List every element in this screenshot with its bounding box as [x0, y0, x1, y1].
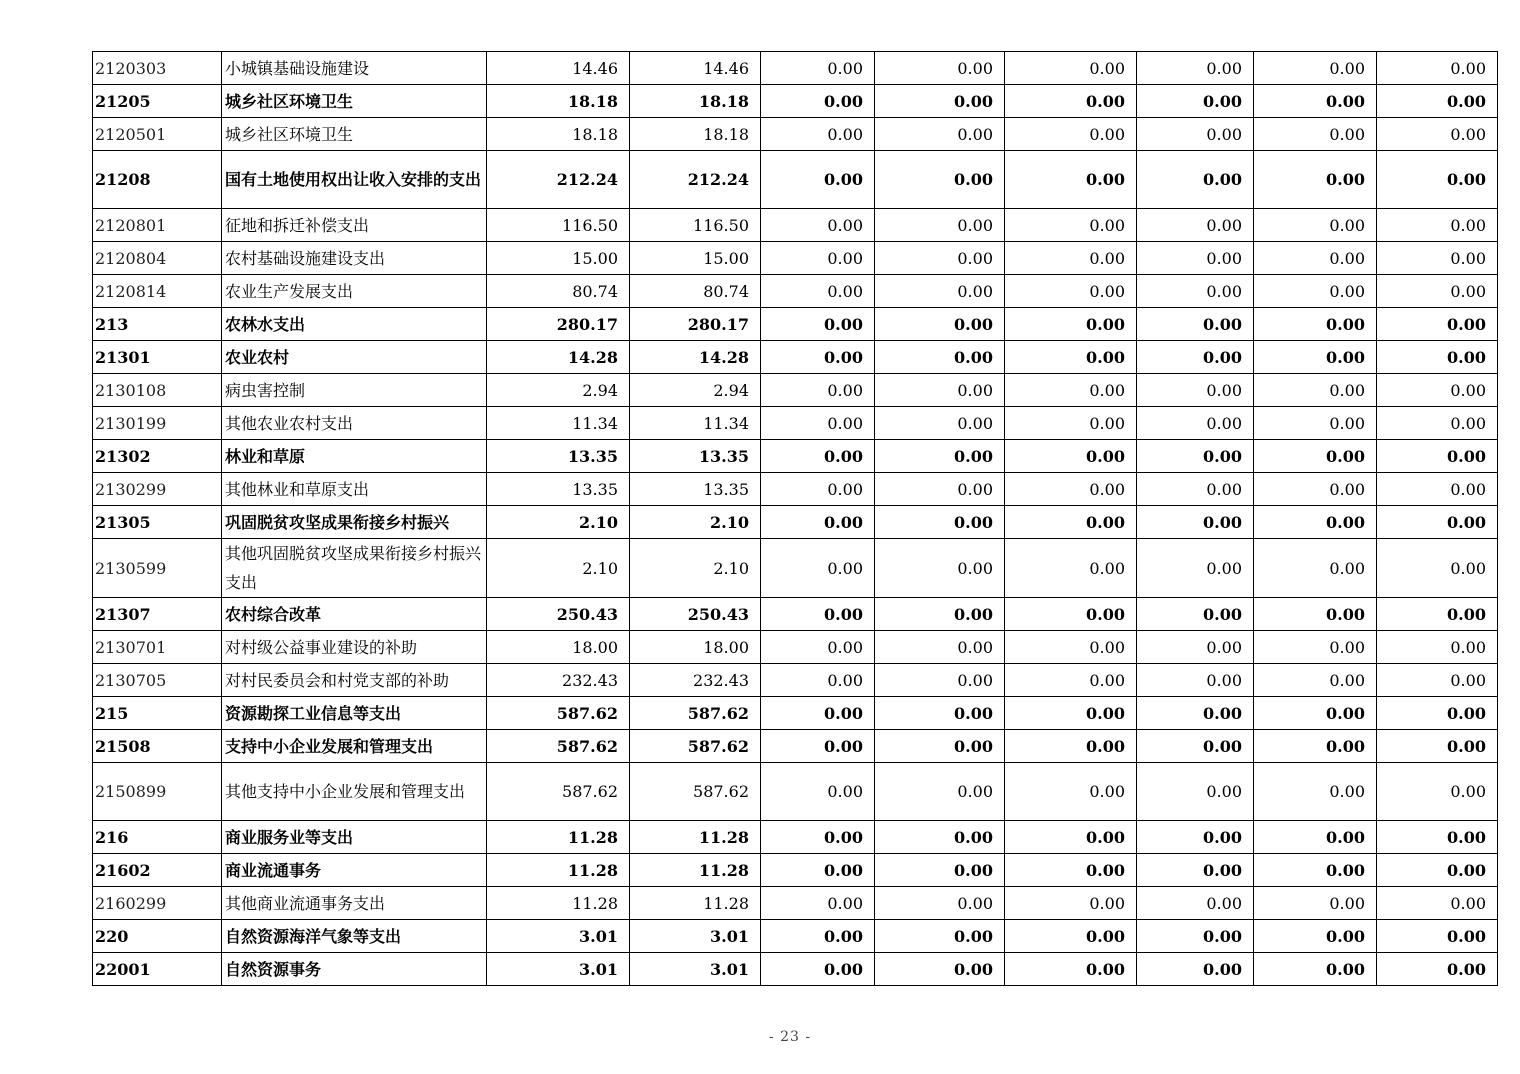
- amount-cell: 250.43: [487, 598, 630, 631]
- amount-cell: 0.00: [1377, 664, 1498, 697]
- amount-cell: 0.00: [1377, 821, 1498, 854]
- amount-cell: 0.00: [1254, 209, 1377, 242]
- amount-cell: 80.74: [630, 275, 761, 308]
- subject-name-cell: 其他林业和草原支出: [222, 473, 487, 506]
- amount-cell: 0.00: [1254, 242, 1377, 275]
- amount-cell: 0.00: [1254, 308, 1377, 341]
- amount-cell: 3.01: [630, 920, 761, 953]
- subject-code-cell: 21307: [93, 598, 222, 631]
- amount-cell: 0.00: [1377, 730, 1498, 763]
- amount-cell: 0.00: [761, 763, 875, 821]
- amount-cell: 0.00: [875, 209, 1005, 242]
- subject-code-cell: 21508: [93, 730, 222, 763]
- amount-cell: 2.10: [630, 506, 761, 539]
- amount-cell: 0.00: [1254, 953, 1377, 986]
- amount-cell: 2.10: [630, 539, 761, 598]
- amount-cell: 13.35: [630, 440, 761, 473]
- amount-cell: 0.00: [1005, 407, 1137, 440]
- amount-cell: 0.00: [1377, 52, 1498, 85]
- table-row: [93, 52, 1498, 85]
- subject-code-cell: 22001: [93, 953, 222, 986]
- subject-code-cell: 2120801: [93, 209, 222, 242]
- amount-cell: 0.00: [1137, 374, 1254, 407]
- amount-cell: 0.00: [1137, 854, 1254, 887]
- amount-cell: 0.00: [1377, 506, 1498, 539]
- amount-cell: 0.00: [1254, 473, 1377, 506]
- amount-cell: 0.00: [1254, 664, 1377, 697]
- amount-cell: 0.00: [1254, 440, 1377, 473]
- subject-name-cell: 自然资源海洋气象等支出: [222, 920, 487, 953]
- amount-cell: 0.00: [761, 341, 875, 374]
- subject-name-cell: 城乡社区环境卫生: [222, 85, 487, 118]
- amount-cell: 0.00: [1377, 374, 1498, 407]
- subject-code-cell: 21602: [93, 854, 222, 887]
- amount-cell: 0.00: [1377, 920, 1498, 953]
- amount-cell: 0.00: [1254, 730, 1377, 763]
- amount-cell: 0.00: [1377, 209, 1498, 242]
- amount-cell: 0.00: [761, 631, 875, 664]
- amount-cell: 3.01: [487, 920, 630, 953]
- amount-cell: 0.00: [875, 308, 1005, 341]
- amount-cell: 587.62: [487, 697, 630, 730]
- amount-cell: 0.00: [1254, 887, 1377, 920]
- amount-cell: 0.00: [1005, 151, 1137, 209]
- subject-code-cell: 21302: [93, 440, 222, 473]
- amount-cell: 0.00: [1377, 275, 1498, 308]
- table-row: [93, 209, 1498, 242]
- amount-cell: 0.00: [1005, 697, 1137, 730]
- amount-cell: 0.00: [761, 308, 875, 341]
- amount-cell: 0.00: [1377, 539, 1498, 598]
- amount-cell: 0.00: [875, 275, 1005, 308]
- table-row: [93, 506, 1498, 539]
- amount-cell: 0.00: [1254, 151, 1377, 209]
- subject-code-cell: 21208: [93, 151, 222, 209]
- amount-cell: 0.00: [1137, 275, 1254, 308]
- amount-cell: 0.00: [1377, 763, 1498, 821]
- table-row: [93, 151, 1498, 209]
- amount-cell: 0.00: [1005, 118, 1137, 151]
- amount-cell: 0.00: [1137, 539, 1254, 598]
- amount-cell: 0.00: [1005, 953, 1137, 986]
- amount-cell: 0.00: [1137, 697, 1254, 730]
- amount-cell: 0.00: [1137, 887, 1254, 920]
- table-row: [93, 118, 1498, 151]
- amount-cell: 280.17: [630, 308, 761, 341]
- amount-cell: 0.00: [1254, 506, 1377, 539]
- amount-cell: 0.00: [1005, 821, 1137, 854]
- amount-cell: 587.62: [487, 763, 630, 821]
- amount-cell: 0.00: [1377, 151, 1498, 209]
- amount-cell: 0.00: [1254, 854, 1377, 887]
- amount-cell: 0.00: [1377, 440, 1498, 473]
- amount-cell: 0.00: [761, 473, 875, 506]
- amount-cell: 212.24: [630, 151, 761, 209]
- subject-code-cell: 21305: [93, 506, 222, 539]
- subject-name-cell: 对村民委员会和村党支部的补助: [222, 664, 487, 697]
- amount-cell: 0.00: [1005, 85, 1137, 118]
- amount-cell: 14.46: [487, 52, 630, 85]
- amount-cell: 0.00: [761, 920, 875, 953]
- amount-cell: 0.00: [1137, 664, 1254, 697]
- subject-name-cell: 小城镇基础设施建设: [222, 52, 487, 85]
- subject-code-cell: 2130299: [93, 473, 222, 506]
- amount-cell: 232.43: [487, 664, 630, 697]
- amount-cell: 0.00: [1254, 631, 1377, 664]
- subject-code-cell: 2150899: [93, 763, 222, 821]
- amount-cell: 11.28: [630, 821, 761, 854]
- amount-cell: 15.00: [487, 242, 630, 275]
- subject-code-cell: 2130199: [93, 407, 222, 440]
- amount-cell: 14.28: [487, 341, 630, 374]
- amount-cell: 0.00: [1005, 664, 1137, 697]
- amount-cell: 0.00: [761, 854, 875, 887]
- table-row: [93, 730, 1498, 763]
- amount-cell: 0.00: [761, 539, 875, 598]
- amount-cell: 0.00: [1377, 697, 1498, 730]
- amount-cell: 0.00: [1137, 953, 1254, 986]
- amount-cell: 11.28: [487, 854, 630, 887]
- table-row: [93, 374, 1498, 407]
- amount-cell: 0.00: [1137, 209, 1254, 242]
- amount-cell: 18.00: [487, 631, 630, 664]
- amount-cell: 0.00: [1137, 473, 1254, 506]
- amount-cell: 0.00: [1377, 242, 1498, 275]
- amount-cell: 0.00: [875, 52, 1005, 85]
- amount-cell: 18.00: [630, 631, 761, 664]
- subject-name-cell: 农业生产发展支出: [222, 275, 487, 308]
- amount-cell: 0.00: [761, 242, 875, 275]
- subject-code-cell: 2130108: [93, 374, 222, 407]
- amount-cell: 0.00: [875, 631, 1005, 664]
- amount-cell: 0.00: [1005, 887, 1137, 920]
- amount-cell: 0.00: [1137, 341, 1254, 374]
- subject-code-cell: 2130701: [93, 631, 222, 664]
- amount-cell: 0.00: [1137, 631, 1254, 664]
- amount-cell: 2.10: [487, 539, 630, 598]
- amount-cell: 0.00: [875, 341, 1005, 374]
- amount-cell: 11.28: [630, 887, 761, 920]
- amount-cell: 0.00: [875, 821, 1005, 854]
- subject-name-cell: 其他巩固脱贫攻坚成果衔接乡村振兴支出: [222, 539, 487, 598]
- amount-cell: 0.00: [1254, 341, 1377, 374]
- amount-cell: 80.74: [487, 275, 630, 308]
- amount-cell: 0.00: [1137, 118, 1254, 151]
- amount-cell: 0.00: [1005, 473, 1137, 506]
- amount-cell: 0.00: [761, 730, 875, 763]
- amount-cell: 3.01: [630, 953, 761, 986]
- amount-cell: 18.18: [487, 85, 630, 118]
- amount-cell: 0.00: [875, 539, 1005, 598]
- amount-cell: 0.00: [1254, 697, 1377, 730]
- amount-cell: 13.35: [630, 473, 761, 506]
- amount-cell: 0.00: [1137, 598, 1254, 631]
- amount-cell: 0.00: [875, 506, 1005, 539]
- subject-name-cell: 征地和拆迁补偿支出: [222, 209, 487, 242]
- table-row: [93, 854, 1498, 887]
- amount-cell: 0.00: [875, 887, 1005, 920]
- amount-cell: 0.00: [1137, 506, 1254, 539]
- amount-cell: 0.00: [761, 887, 875, 920]
- amount-cell: 13.35: [487, 473, 630, 506]
- amount-cell: 0.00: [875, 151, 1005, 209]
- amount-cell: 0.00: [761, 52, 875, 85]
- amount-cell: 0.00: [761, 953, 875, 986]
- amount-cell: 11.28: [487, 887, 630, 920]
- amount-cell: 0.00: [1377, 887, 1498, 920]
- amount-cell: 2.94: [487, 374, 630, 407]
- amount-cell: 0.00: [1005, 631, 1137, 664]
- table-row: [93, 341, 1498, 374]
- amount-cell: 0.00: [1377, 85, 1498, 118]
- amount-cell: 250.43: [630, 598, 761, 631]
- amount-cell: 116.50: [630, 209, 761, 242]
- amount-cell: 0.00: [1137, 920, 1254, 953]
- amount-cell: 0.00: [1254, 275, 1377, 308]
- amount-cell: 0.00: [1377, 407, 1498, 440]
- subject-name-cell: 资源勘探工业信息等支出: [222, 697, 487, 730]
- subject-code-cell: 2160299: [93, 887, 222, 920]
- table-row: [93, 953, 1498, 986]
- amount-cell: 0.00: [761, 85, 875, 118]
- amount-cell: 0.00: [761, 118, 875, 151]
- amount-cell: 0.00: [761, 151, 875, 209]
- amount-cell: 0.00: [1005, 275, 1137, 308]
- amount-cell: 0.00: [1005, 730, 1137, 763]
- amount-cell: 0.00: [875, 242, 1005, 275]
- amount-cell: 0.00: [1254, 118, 1377, 151]
- subject-code-cell: 21301: [93, 341, 222, 374]
- amount-cell: 0.00: [875, 118, 1005, 151]
- amount-cell: 2.10: [487, 506, 630, 539]
- subject-code-cell: 220: [93, 920, 222, 953]
- subject-name-cell: 其他支持中小企业发展和管理支出: [222, 763, 487, 821]
- amount-cell: 0.00: [875, 854, 1005, 887]
- amount-cell: 0.00: [1377, 308, 1498, 341]
- subject-name-cell: 商业流通事务: [222, 854, 487, 887]
- amount-cell: 0.00: [1377, 631, 1498, 664]
- amount-cell: 0.00: [761, 374, 875, 407]
- amount-cell: 0.00: [761, 697, 875, 730]
- amount-cell: 0.00: [875, 440, 1005, 473]
- subject-name-cell: 农村综合改革: [222, 598, 487, 631]
- amount-cell: 0.00: [761, 209, 875, 242]
- table-row: [93, 407, 1498, 440]
- amount-cell: 0.00: [875, 920, 1005, 953]
- amount-cell: 0.00: [875, 374, 1005, 407]
- subject-name-cell: 农业农村: [222, 341, 487, 374]
- amount-cell: 0.00: [875, 85, 1005, 118]
- amount-cell: 0.00: [761, 598, 875, 631]
- amount-cell: 0.00: [1254, 52, 1377, 85]
- amount-cell: 0.00: [761, 275, 875, 308]
- amount-cell: 0.00: [875, 953, 1005, 986]
- amount-cell: 0.00: [1254, 821, 1377, 854]
- subject-name-cell: 其他商业流通事务支出: [222, 887, 487, 920]
- subject-name-cell: 农村基础设施建设支出: [222, 242, 487, 275]
- subject-name-cell: 支持中小企业发展和管理支出: [222, 730, 487, 763]
- amount-cell: 0.00: [1254, 407, 1377, 440]
- amount-cell: 0.00: [1137, 440, 1254, 473]
- table-row: [93, 473, 1498, 506]
- table-row: [93, 697, 1498, 730]
- amount-cell: 0.00: [1254, 920, 1377, 953]
- subject-name-cell: 商业服务业等支出: [222, 821, 487, 854]
- amount-cell: 0.00: [1254, 598, 1377, 631]
- table-row: [93, 242, 1498, 275]
- amount-cell: 0.00: [1377, 118, 1498, 151]
- amount-cell: 0.00: [1005, 440, 1137, 473]
- page-number: - 23 -: [768, 1029, 812, 1045]
- amount-cell: 0.00: [1005, 506, 1137, 539]
- amount-cell: 0.00: [1005, 341, 1137, 374]
- subject-name-cell: 国有土地使用权出让收入安排的支出: [222, 151, 487, 209]
- table-row: [93, 539, 1498, 598]
- amount-cell: 0.00: [1254, 374, 1377, 407]
- amount-cell: 0.00: [1005, 854, 1137, 887]
- amount-cell: 0.00: [1254, 85, 1377, 118]
- amount-cell: 0.00: [1005, 52, 1137, 85]
- amount-cell: 14.28: [630, 341, 761, 374]
- subject-code-cell: 213: [93, 308, 222, 341]
- amount-cell: 0.00: [761, 440, 875, 473]
- amount-cell: 0.00: [875, 730, 1005, 763]
- amount-cell: 0.00: [1137, 821, 1254, 854]
- amount-cell: 0.00: [1377, 341, 1498, 374]
- amount-cell: 587.62: [487, 730, 630, 763]
- amount-cell: 0.00: [875, 473, 1005, 506]
- table-row: [93, 598, 1498, 631]
- amount-cell: 0.00: [1005, 763, 1137, 821]
- subject-code-cell: 2130599: [93, 539, 222, 598]
- subject-name-cell: 其他农业农村支出: [222, 407, 487, 440]
- amount-cell: 0.00: [875, 763, 1005, 821]
- amount-cell: 232.43: [630, 664, 761, 697]
- amount-cell: 0.00: [1377, 854, 1498, 887]
- subject-code-cell: 216: [93, 821, 222, 854]
- amount-cell: 3.01: [487, 953, 630, 986]
- amount-cell: 212.24: [487, 151, 630, 209]
- amount-cell: 587.62: [630, 763, 761, 821]
- amount-cell: 280.17: [487, 308, 630, 341]
- amount-cell: 14.46: [630, 52, 761, 85]
- subject-code-cell: 2120303: [93, 52, 222, 85]
- subject-code-cell: 2130705: [93, 664, 222, 697]
- table-row: [93, 308, 1498, 341]
- amount-cell: 0.00: [1137, 52, 1254, 85]
- amount-cell: 15.00: [630, 242, 761, 275]
- amount-cell: 0.00: [1137, 763, 1254, 821]
- amount-cell: 0.00: [761, 821, 875, 854]
- amount-cell: 0.00: [1137, 85, 1254, 118]
- amount-cell: 0.00: [1137, 242, 1254, 275]
- amount-cell: 0.00: [1377, 598, 1498, 631]
- amount-cell: 0.00: [761, 407, 875, 440]
- amount-cell: 0.00: [761, 506, 875, 539]
- amount-cell: 2.94: [630, 374, 761, 407]
- expenditure-table: [92, 51, 1498, 986]
- amount-cell: 0.00: [1005, 242, 1137, 275]
- amount-cell: 18.18: [630, 118, 761, 151]
- amount-cell: 11.28: [630, 854, 761, 887]
- table-row: [93, 85, 1498, 118]
- amount-cell: 0.00: [1137, 407, 1254, 440]
- amount-cell: 11.34: [487, 407, 630, 440]
- subject-name-cell: 病虫害控制: [222, 374, 487, 407]
- subject-code-cell: 2120814: [93, 275, 222, 308]
- subject-name-cell: 自然资源事务: [222, 953, 487, 986]
- subject-code-cell: 2120804: [93, 242, 222, 275]
- amount-cell: 18.18: [487, 118, 630, 151]
- subject-code-cell: 215: [93, 697, 222, 730]
- table-row: [93, 763, 1498, 821]
- subject-name-cell: 巩固脱贫攻坚成果衔接乡村振兴: [222, 506, 487, 539]
- amount-cell: 0.00: [875, 598, 1005, 631]
- amount-cell: 0.00: [875, 664, 1005, 697]
- amount-cell: 0.00: [1005, 920, 1137, 953]
- amount-cell: 587.62: [630, 730, 761, 763]
- subject-name-cell: 城乡社区环境卫生: [222, 118, 487, 151]
- amount-cell: 0.00: [1005, 308, 1137, 341]
- table-row: [93, 821, 1498, 854]
- amount-cell: 0.00: [875, 407, 1005, 440]
- amount-cell: 587.62: [630, 697, 761, 730]
- amount-cell: 0.00: [1137, 308, 1254, 341]
- amount-cell: 0.00: [761, 664, 875, 697]
- amount-cell: 0.00: [1377, 953, 1498, 986]
- table-row: [93, 664, 1498, 697]
- amount-cell: 18.18: [630, 85, 761, 118]
- amount-cell: 0.00: [1377, 473, 1498, 506]
- subject-name-cell: 对村级公益事业建设的补助: [222, 631, 487, 664]
- amount-cell: 0.00: [1005, 539, 1137, 598]
- subject-name-cell: 农林水支出: [222, 308, 487, 341]
- amount-cell: 0.00: [1254, 539, 1377, 598]
- amount-cell: 0.00: [1254, 763, 1377, 821]
- table-row: [93, 275, 1498, 308]
- table-row: [93, 887, 1498, 920]
- subject-name-cell: 林业和草原: [222, 440, 487, 473]
- amount-cell: 0.00: [1005, 209, 1137, 242]
- subject-code-cell: 2120501: [93, 118, 222, 151]
- amount-cell: 11.34: [630, 407, 761, 440]
- table-row: [93, 631, 1498, 664]
- amount-cell: 11.28: [487, 821, 630, 854]
- amount-cell: 0.00: [875, 697, 1005, 730]
- amount-cell: 0.00: [1005, 374, 1137, 407]
- table-body: [93, 52, 1498, 986]
- amount-cell: 116.50: [487, 209, 630, 242]
- table-row: [93, 920, 1498, 953]
- amount-cell: 0.00: [1137, 151, 1254, 209]
- amount-cell: 0.00: [1137, 730, 1254, 763]
- table-row: [93, 440, 1498, 473]
- subject-code-cell: 21205: [93, 85, 222, 118]
- amount-cell: 0.00: [1005, 598, 1137, 631]
- amount-cell: 13.35: [487, 440, 630, 473]
